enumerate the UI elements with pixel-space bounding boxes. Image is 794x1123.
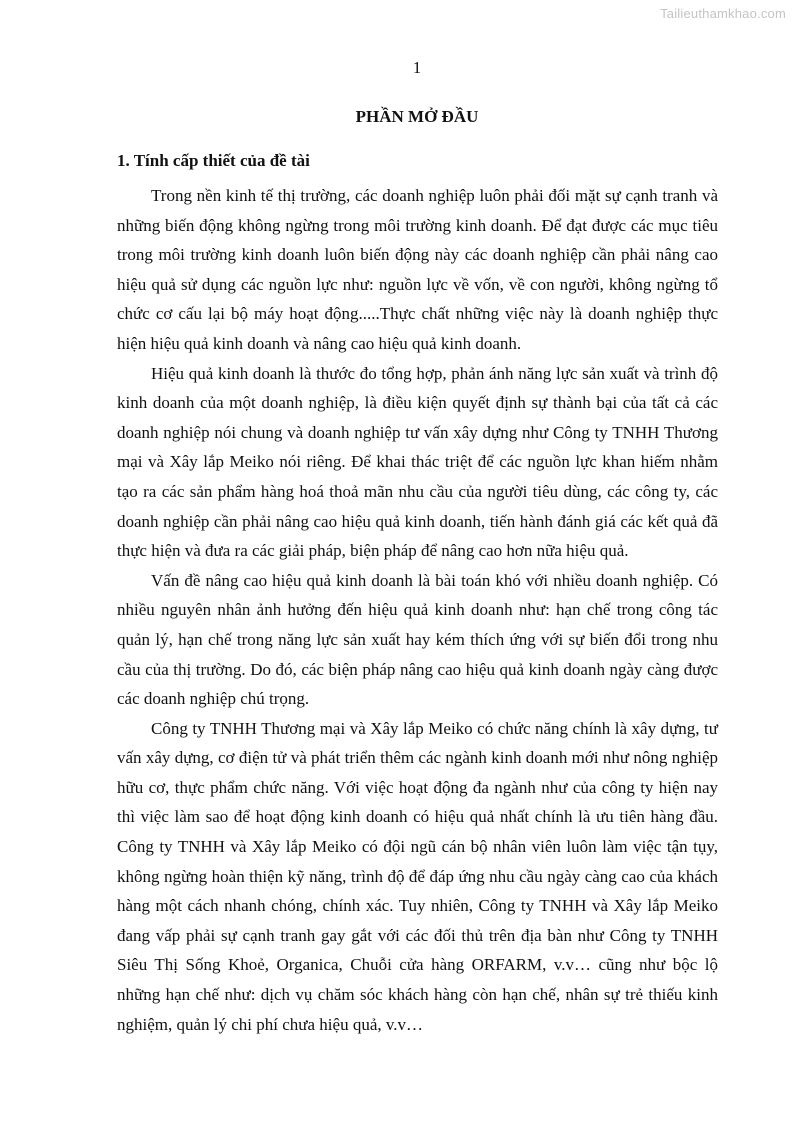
page-number: 1 <box>412 58 422 77</box>
section-heading: 1. Tính cấp thiết của đề tài <box>117 151 310 170</box>
paragraph: Trong nền kinh tế thị trường, các doanh nghiệp luôn phải đối mặt sự cạnh tranh và những biến động không ngừng trong môi trường kinh doanh. Để đạt được các mục tiêu trong môi trường kinh doanh luôn biến động này các doanh nghiệp cần phải nâng cao hiệu quả sử dụng các nguồn lực như: nguồn lực về vốn, về con người, không ngừng tổ chức cơ cấu lại bộ máy hoạt động.....Thực chất những việc này là doanh nghiệp thực hiện hiệu quả kinh doanh và nâng cao hiệu quả kinh doanh. <box>117 186 718 353</box>
watermark: Tailieuthamkhao.com <box>660 6 786 21</box>
paragraph: Công ty TNHH Thương mại và Xây lắp Meiko có chức năng chính là xây dựng, tư vấn xây dựng, cơ điện tử và phát triển thêm các ngành kinh doanh mới như nông nghiệp hữu cơ, thực phẩm chức năng. Với việc hoạt động đa ngành như của công ty hiện nay thì việc làm sao để hoạt động kinh doanh có hiệu quả nhất chính là ưu tiên hàng đầu. Công ty TNHH và Xây lắp Meiko có đội ngũ cán bộ nhân viên luôn làm việc tận tụy, không ngừng hoàn thiện kỹ năng, trình độ để đáp ứng nhu cầu ngày càng cao của khách hàng một cách nhanh chóng, chính xác. Tuy nhiên, Công ty TNHH và Xây lắp Meiko đang vấp phải sự cạnh tranh gay gắt với các đối thủ trên địa bàn như Công ty TNHH Siêu Thị Sống Khoẻ, Organica, Chuỗi cửa hàng ORFARM, v.v… cũng như bộc lộ những hạn chế như: dịch vụ chăm sóc khách hàng còn hạn chế, nhân sự trẻ thiếu kinh nghiệm, quản lý chi phí chưa hiệu quả, v.v… <box>117 718 718 1034</box>
paragraph: Hiệu quả kinh doanh là thước đo tổng hợp, phản ánh năng lực sản xuất và trình độ kinh doanh của một doanh nghiệp, là điều kiện quyết định sự thành bại của tất cả các doanh nghiệp nói chung và doanh nghiệp tư vấn xây dựng như Công ty TNHH Thương mại và Xây lắp Meiko nói riêng. Để khai thác triệt để các nguồn lực khan hiếm nhằm tạo ra các sản phẩm hàng hoá thoả mãn nhu cầu của người tiêu dùng, các công ty, các doanh nghiệp cần phải nâng cao hiệu quả kinh doanh, tiến hành đánh giá các kết quả đã thực hiện và đưa ra các giải pháp, biện pháp để nâng cao hơn nữa hiệu quả. <box>117 363 718 561</box>
body-text <box>117 181 718 1039</box>
paragraph: Vấn đề nâng cao hiệu quả kinh doanh là bài toán khó với nhiều doanh nghiệp. Có nhiều nguyên nhân ảnh hưởng đến hiệu quả kinh doanh như: hạn chế trong công tác quản lý, hạn chế trong năng lực sản xuất hay kém thích ứng với sự biến đổi trong nhu cầu của thị trường. Do đó, các biện pháp nâng cao hiệu quả kinh doanh ngày càng được các doanh nghiệp chú trọng. <box>117 570 718 709</box>
page-title: PHẦN MỞ ĐẦU <box>355 107 479 126</box>
